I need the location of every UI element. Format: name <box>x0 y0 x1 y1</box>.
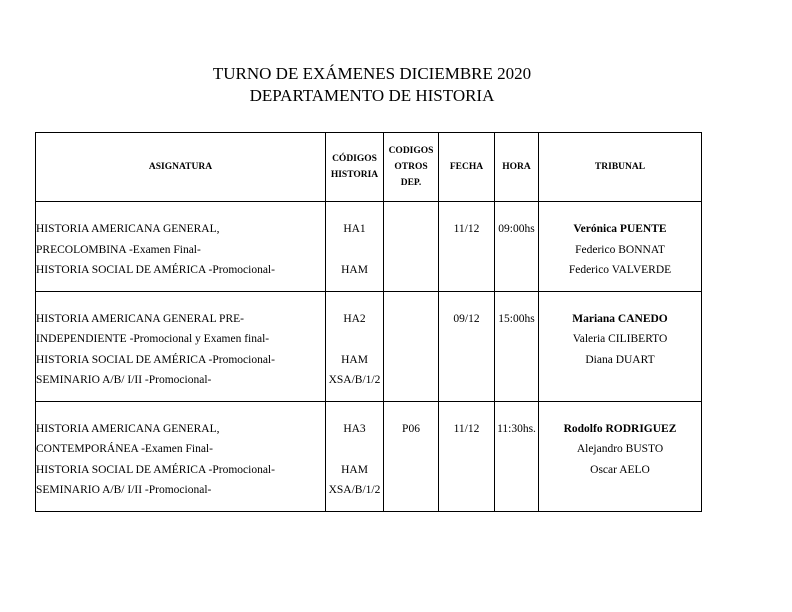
tribunal-cell: Verónica PUENTE Federico BONNAT Federico VALVERDE <box>539 202 702 292</box>
asignatura-cell: HISTORIA AMERICANA GENERAL, PRECOLOMBINA -Examen Final- HISTORIA SOCIAL DE AMÉRICA -Promocional- <box>36 202 326 292</box>
codigo-otros-cell: P06 <box>384 401 439 511</box>
document-subtitle: DEPARTAMENTO DE HISTORIA <box>249 86 495 105</box>
tribunal-cell: Mariana CANEDO Valeria CILIBERTO Diana DUART <box>539 291 702 401</box>
document-title: TURNO DE EXÁMENES DICIEMBRE 2020 <box>212 64 532 83</box>
header-hora: HORA <box>495 133 539 202</box>
header-asignatura: ASIGNATURA <box>36 133 326 202</box>
fecha-cell: 09/12 <box>439 291 495 401</box>
fecha-cell: 11/12 <box>439 401 495 511</box>
table-header-row <box>36 133 702 202</box>
table-row <box>36 401 702 511</box>
header-tribunal: TRIBUNAL <box>539 133 702 202</box>
hora-cell: 09:00hs <box>495 202 539 292</box>
header-codigos-historia: CÓDIGOS HISTORIA <box>326 133 384 202</box>
table-row <box>36 202 702 292</box>
exam-schedule-table <box>35 132 702 512</box>
codigo-historia-cell: HA1 HAM <box>326 202 384 292</box>
hora-cell: 11:30hs. <box>495 401 539 511</box>
table-row <box>36 291 702 401</box>
codigo-otros-cell <box>384 291 439 401</box>
codigo-otros-cell <box>384 202 439 292</box>
codigo-historia-cell: HA3 HAM XSA/B/1/2 <box>326 401 384 511</box>
header-fecha: FECHA <box>439 133 495 202</box>
header-codigos-otros: CODIGOS OTROS DEP. <box>384 133 439 202</box>
codigo-historia-cell: HA2 HAM XSA/B/1/2 <box>326 291 384 401</box>
hora-cell: 15:00hs <box>495 291 539 401</box>
asignatura-cell: HISTORIA AMERICANA GENERAL PRE- INDEPENDIENTE -Promocional y Examen final- HISTORIA SOCIAL DE AMÉRICA -Promocional- SEMINARIO A/B/ I/II -Promocional- <box>36 291 326 401</box>
fecha-cell: 11/12 <box>439 202 495 292</box>
asignatura-cell: HISTORIA AMERICANA GENERAL, CONTEMPORÁNEA -Examen Final- HISTORIA SOCIAL DE AMÉRICA -Promocional- SEMINARIO A/B/ I/II -Promocional- <box>36 401 326 511</box>
tribunal-cell: Rodolfo RODRIGUEZ Alejandro BUSTO Oscar AELO <box>539 401 702 511</box>
